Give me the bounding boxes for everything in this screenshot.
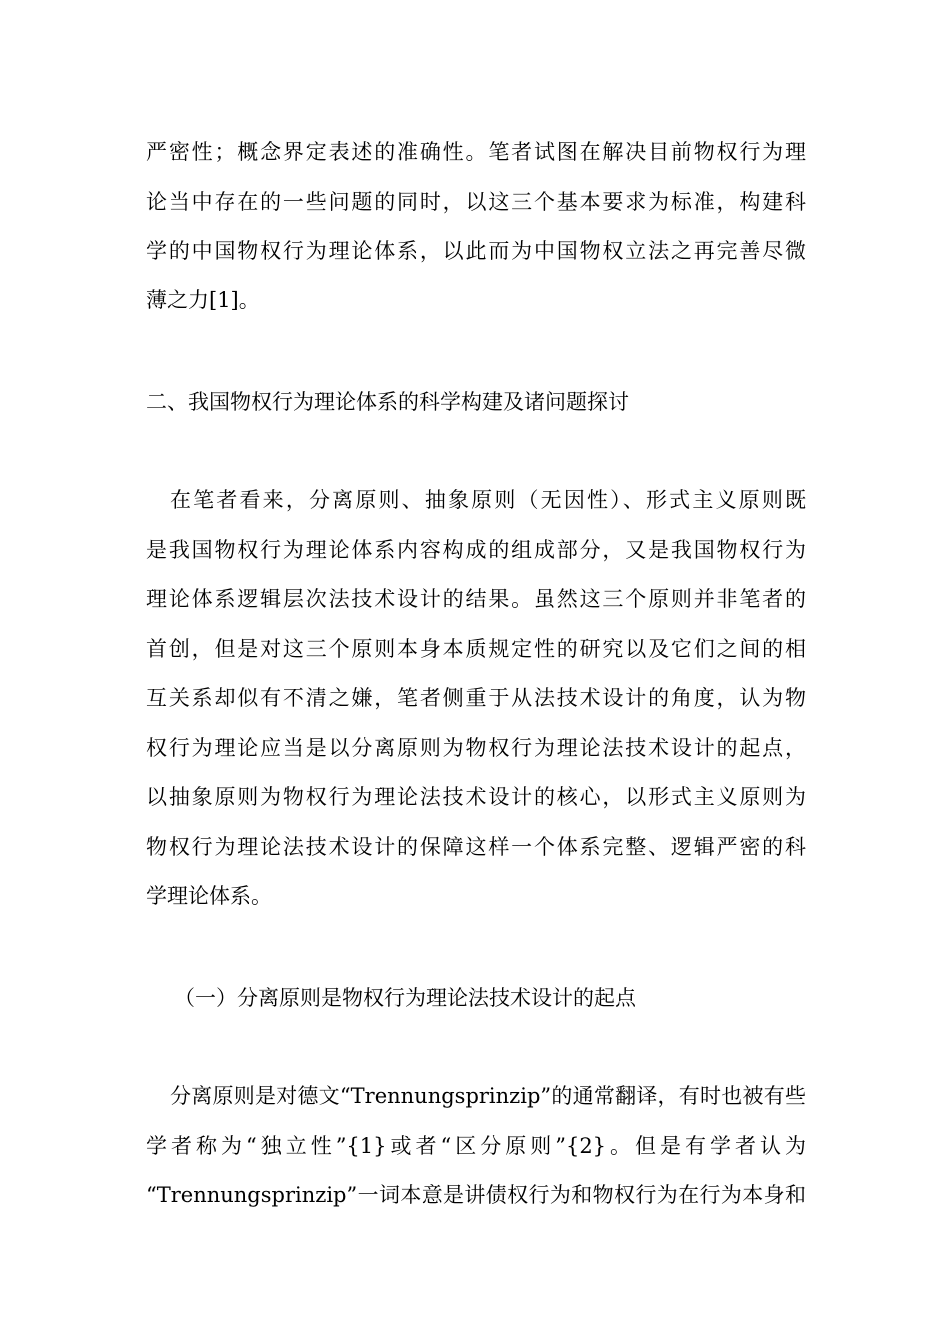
final-line-1: 分离原则是对德文“Trennungsprinzip”的通常翻译，有时也被有些	[170, 1084, 806, 1108]
paragraph-line-3: 理论体系逻辑层次法技术设计的结果。虽然这三个原则并非笔者的	[146, 587, 806, 611]
paragraph-line-5: 互关系却似有不清之嫌，笔者侧重于从法技术设计的角度，认为物	[146, 686, 806, 710]
paragraph-line-7: 以抽象原则为物权行为理论法技术设计的核心，以形式主义原则为	[146, 785, 806, 809]
final-line-2: 学者称为“独立性”{1}或者“区分原则”{2}。但是有学者认为	[146, 1134, 806, 1158]
final-line-3: “Trennungsprinzip”一词本意是讲债权行为和物权行为在行为本身和	[146, 1183, 806, 1207]
paragraph-line-2: 是我国物权行为理论体系内容构成的组成部分，又是我国物权行为	[146, 538, 806, 562]
intro-line-2: 论当中存在的一些问题的同时，以这三个基本要求为标准，构建科	[146, 190, 806, 214]
paragraph-line-6: 权行为理论应当是以分离原则为物权行为理论法技术设计的起点，	[146, 736, 806, 760]
paragraph-line-4: 首创，但是对这三个原则本身本质规定性的研究以及它们之间的相	[146, 637, 806, 661]
subsection-heading: （一）分离原则是物权行为理论法技术设计的起点	[174, 986, 636, 1010]
paragraph-line-1: 在笔者看来，分离原则、抽象原则（无因性）、形式主义原则既	[170, 488, 806, 512]
intro-line-3: 学的中国物权行为理论体系，以此而为中国物权立法之再完善尽微	[146, 239, 806, 263]
intro-line-1: 严密性；概念界定表述的准确性。笔者试图在解决目前物权行为理	[146, 140, 806, 164]
paragraph-line-9: 学理论体系。	[146, 884, 272, 908]
intro-line-4: 薄之力[1]。	[146, 288, 260, 312]
section-heading: 二、我国物权行为理论体系的科学构建及诸问题探讨	[146, 390, 629, 414]
paragraph-line-8: 物权行为理论法技术设计的保障这样一个体系完整、逻辑严密的科	[146, 835, 806, 859]
